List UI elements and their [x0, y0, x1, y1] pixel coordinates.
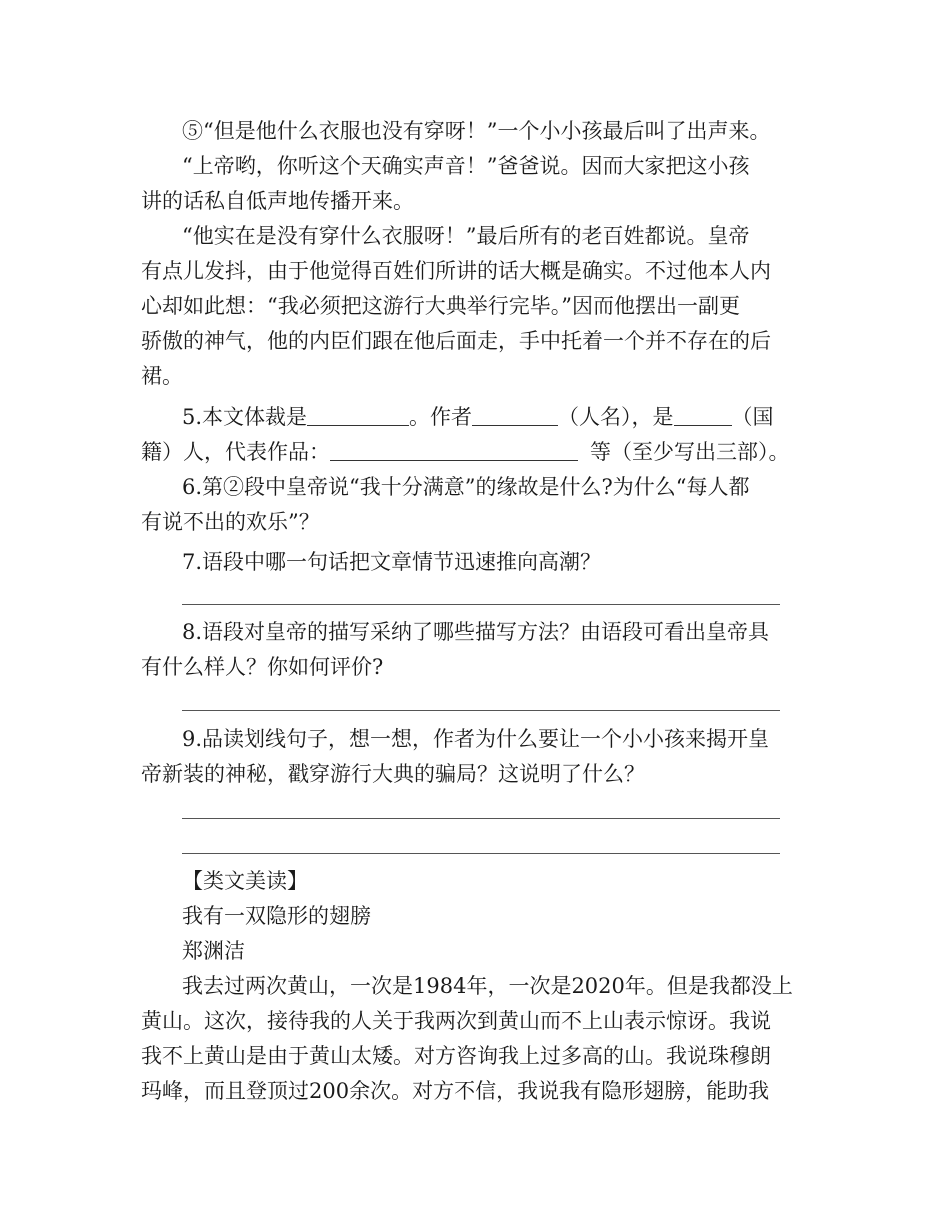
answer-line-q8[interactable]: [182, 710, 780, 711]
question-6-line-1: 6.第②段中皇帝说“我十分满意”的缘故是什么?为什么“每人都: [182, 475, 750, 499]
paragraph-people-line-5: 裙。: [141, 364, 183, 388]
paragraph-father-line-2: 讲的话私自低声地传播开来。: [141, 189, 414, 213]
reading-paragraph-line-4: 玛峰，而且登顶过200余次。对方不信，我说我有隐形翅膀，能助我: [141, 1079, 770, 1103]
question-6: [141, 470, 811, 540]
question-6-line-2: 有说不出的欢乐”？: [141, 510, 320, 534]
reading-author: 郑渊洁: [182, 939, 245, 963]
paragraph-people-line-2: 有点儿发抖，由于他觉得百姓们所讲的话大概是确实。不过他本人内: [141, 259, 771, 283]
paragraph-father-line-1: “上帝哟，你听这个天确实声音！”爸爸说。因而大家把这小孩: [182, 154, 750, 178]
reading-paragraph-line-1: 我去过两次黄山，一次是1984年，一次是2020年。但是我都没上: [182, 974, 793, 998]
question-8-line-1: 8.语段对皇帝的描写采纳了哪些描写方法？由语段可看出皇帝具: [182, 620, 770, 644]
genre-answer-blank[interactable]: [307, 403, 409, 426]
answer-line-q9-1[interactable]: [182, 818, 780, 819]
question-8: [141, 615, 811, 685]
story-excerpt: [141, 114, 811, 394]
nationality-answer-blank[interactable]: [674, 403, 732, 426]
question-5-works-label: 籍）人，代表作品：: [141, 440, 330, 464]
answer-line-q9-2[interactable]: [182, 853, 780, 854]
reading-section: [141, 864, 811, 1109]
author-answer-blank[interactable]: [472, 403, 558, 426]
reading-paragraph-line-2: 黄山。这次，接待我的人关于我两次到黄山而不上山表示惊讶。我说: [141, 1009, 771, 1033]
question-5-nationality-suffix: （国: [731, 405, 774, 429]
question-9: [141, 722, 811, 792]
paragraph-5: ⑤“但是他什么衣服也没有穿呀！”一个小小孩最后叫了出声来。: [182, 119, 771, 143]
paragraph-people-line-1: “他实在是没有穿什么衣服呀！”最后所有的老百姓都说。皇帝: [182, 224, 750, 248]
question-5-genre-label: 5.本文体裁是: [182, 405, 308, 429]
answer-line-q7[interactable]: [182, 604, 780, 605]
section-heading: 【类文美读】: [182, 869, 308, 893]
paragraph-people-line-4: 骄傲的神气，他的内臣们跟在他后面走，手中托着一个并不存在的后: [141, 329, 771, 353]
question-5-nationality-label: （人名），是: [558, 405, 674, 429]
question-5-line-1: [141, 400, 811, 435]
question-7: [141, 545, 811, 580]
question-9-line-2: 帝新装的神秘，戳穿游行大典的骗局？这说明了什么？: [141, 762, 645, 786]
question-9-line-1: 9.品读划线句子，想一想，作者为什么要让一个小小孩来揭开皇: [182, 727, 770, 751]
question-5-author-label: 。作者: [409, 405, 473, 429]
question-8-line-2: 有什么样人？你如何评价?: [141, 655, 384, 679]
reading-title: 我有一双隐形的翅膀: [182, 904, 371, 928]
question-5: [141, 400, 811, 470]
paragraph-people-line-3: 心却如此想：“我必须把这游行大典举行完毕。”因而他摆出一副更: [141, 294, 740, 318]
question-7-text: 7.语段中哪一句话把文章情节迅速推向高潮？: [182, 550, 602, 574]
reading-paragraph-line-3: 我不上黄山是由于黄山太矮。对方咨询我上过多高的山。我说珠穆朗: [141, 1044, 771, 1068]
question-5-line-2: [141, 435, 811, 470]
works-answer-blank[interactable]: [330, 438, 578, 461]
question-5-works-suffix: 等（至少写出三部）。: [590, 440, 790, 464]
